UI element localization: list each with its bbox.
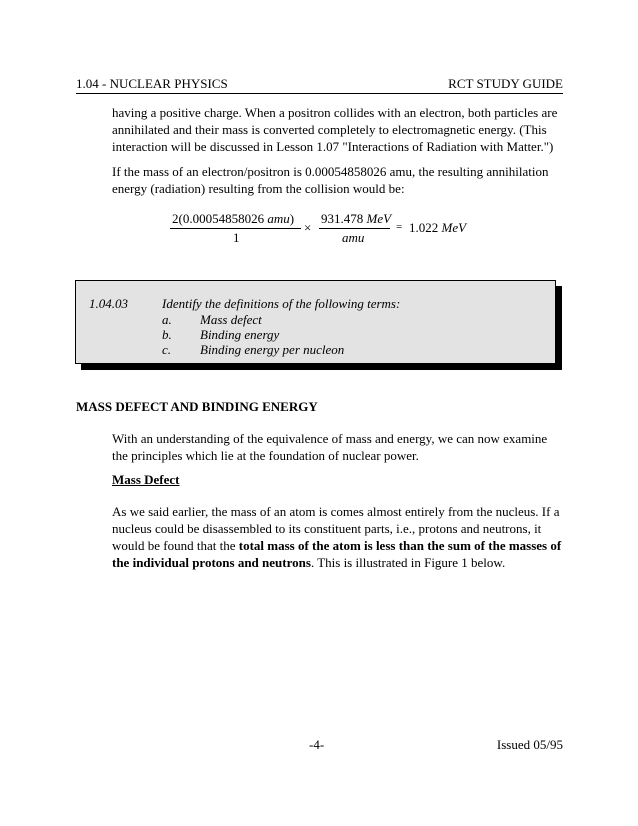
objective-item-letter: c.	[162, 342, 172, 357]
objective-item-letter: a.	[162, 312, 172, 327]
paragraph-annihilation: If the mass of an electron/positron is 0.00054858026 amu, the resulting annihilation energy (radiation) resulting from the collision would be:	[112, 164, 549, 196]
paragraph-positron: having a positive charge. When a positron collides with an electron, both particles are annihilated and their mass is converted completely to electromagnetic energy. (This interaction will be discussed in Lesson 1.07 "Interactions of Radiation with Matter.")	[112, 105, 558, 154]
times-sign: ×	[304, 220, 312, 235]
paragraph-mass-defect: As we said earlier, the mass of an atom is comes almost entirely from the nucleus. If a nucleus could be disassembled to its constituent parts, i.e., protons and neutrons, it would be found that the total mass of the atom is less than the sum of the masses of the individual protons and neutrons. This is illustrated in Figure 1 below.	[112, 504, 562, 570]
fraction-bar-1	[170, 228, 301, 229]
objective-text: Identify the definitions of the following terms:	[162, 296, 401, 311]
equals-sign: =	[396, 221, 403, 233]
header-left: 1.04 - NUCLEAR PHYSICS	[76, 76, 228, 91]
objective-item-term: Mass defect	[200, 312, 262, 327]
equation-result: 1.022 MeV	[409, 220, 467, 235]
issued-date: Issued 05/95	[496, 737, 563, 752]
objective-item-letter: b.	[162, 327, 172, 342]
objective-item-term: Binding energy per nucleon	[200, 342, 345, 357]
equation-denominator-1: 1	[233, 230, 240, 245]
subheading-mass-defect: Mass Defect	[112, 472, 180, 487]
header-rule	[76, 93, 563, 94]
objective-item-term: Binding energy	[200, 327, 280, 342]
objective-number: 1.04.03	[89, 296, 128, 311]
equation-numerator-1: 2(0.00054858026 amu)	[172, 211, 295, 226]
fraction-bar-2	[319, 228, 390, 229]
section-heading: MASS DEFECT AND BINDING ENERGY	[76, 399, 318, 414]
equation-denominator-2: amu	[342, 230, 365, 245]
paragraph-equivalence: With an understanding of the equivalence of mass and energy, we can now examine the principles which lie at the foundation of nuclear power.	[112, 431, 548, 463]
header-right: RCT STUDY GUIDE	[448, 76, 563, 91]
equation-numerator-2: 931.478 MeV	[321, 211, 392, 226]
objective-box	[75, 280, 556, 364]
page-number: -4-	[309, 737, 325, 752]
